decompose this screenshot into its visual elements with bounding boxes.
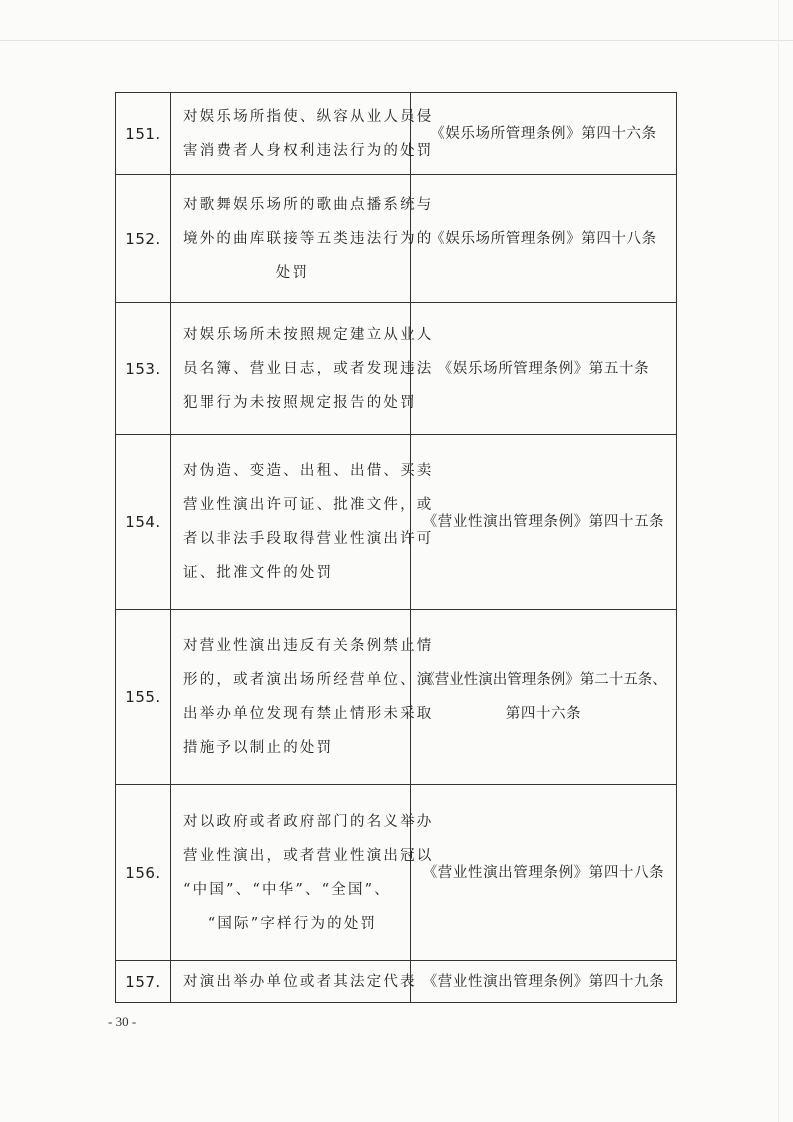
item-description <box>171 175 434 303</box>
item-number: 153. <box>116 303 171 435</box>
item-description <box>171 785 434 961</box>
description-line: 对娱乐场所未按照规定建立从业人 <box>183 326 434 343</box>
table-row <box>116 785 677 961</box>
description-line: 处罚 <box>275 264 310 281</box>
table-row <box>116 175 677 303</box>
item-number: 157. <box>116 961 171 1003</box>
description-line: 措施予以制止的处罚 <box>183 740 334 756</box>
description-line: 证、批准文件的处罚 <box>183 565 334 581</box>
description-line: 犯罪行为未按照规定报告的处罚 <box>183 394 417 411</box>
description-line: 出举办单位发现有禁止情形未采取 <box>183 706 434 722</box>
basis-line: 《营业性演出管理条例》第四十九条 <box>422 973 665 990</box>
basis-line: 第四十六条 <box>505 706 582 722</box>
description-line: 对娱乐场所指使、纵容从业人员侵 <box>183 108 434 125</box>
legal-basis <box>411 785 677 961</box>
item-description <box>171 435 434 610</box>
description-line: 营业性演出，或者营业性演出冠以 <box>183 847 434 864</box>
table-row <box>116 435 677 610</box>
basis-line: 《营业性演出管理条例》第四十五条 <box>422 514 665 530</box>
item-number: 155. <box>116 610 171 785</box>
legal-basis <box>411 93 677 175</box>
item-description <box>171 93 434 175</box>
table-row <box>116 93 677 175</box>
description-line: 形的，或者演出场所经营单位、演 <box>183 672 434 688</box>
table-row <box>116 303 677 435</box>
description-line: 对以政府或者政府部门的名义举办 <box>183 813 434 830</box>
basis-line: 《娱乐场所管理条例》第四十八条 <box>430 230 657 247</box>
basis-line: 《娱乐场所管理条例》第五十条 <box>437 360 650 377</box>
table-row <box>116 961 677 1003</box>
item-number: 151. <box>116 93 171 175</box>
description-line: 对歌舞娱乐场所的歌曲点播系统与 <box>183 196 434 213</box>
description-line: “国际”字样行为的处罚 <box>207 915 378 932</box>
legal-basis <box>411 610 677 785</box>
legal-basis <box>411 303 677 435</box>
table-row <box>116 610 677 785</box>
description-line: “中国”、“中华”、“全国”、 <box>183 881 391 898</box>
description-line: 营业性演出许可证、批准文件，或 <box>183 497 434 513</box>
legal-basis <box>411 175 677 303</box>
description-line: 境外的曲库联接等五类违法行为的 <box>183 230 434 247</box>
legal-basis <box>411 435 677 610</box>
description-line: 对营业性演出违反有关条例禁止情 <box>183 638 434 654</box>
basis-line: 《娱乐场所管理条例》第四十六条 <box>430 125 657 142</box>
scan-edge-right <box>778 0 779 1122</box>
item-description <box>171 610 434 785</box>
basis-line: 《营业性演出管理条例》第四十八条 <box>422 864 665 881</box>
page-number: - 30 - <box>108 1014 137 1029</box>
basis-line: 《营业性演出管理条例》第二十五条、 <box>420 672 667 688</box>
description-line: 员名簿、营业日志，或者发现违法 <box>183 360 434 377</box>
scan-edge-top <box>0 40 793 41</box>
description-line: 对伪造、变造、出租、出借、买卖 <box>183 463 434 479</box>
item-number: 154. <box>116 435 171 610</box>
description-line: 对演出举办单位或者其法定代表 <box>183 973 417 990</box>
item-description <box>171 303 434 435</box>
item-description <box>171 961 417 1003</box>
item-number: 152. <box>116 175 171 303</box>
description-line: 害消费者人身权利违法行为的处罚 <box>183 142 434 159</box>
description-line: 者以非法手段取得营业性演出许可 <box>183 531 434 547</box>
penalty-items-table <box>115 92 677 1003</box>
legal-basis <box>411 961 677 1003</box>
item-number: 156. <box>116 785 171 961</box>
